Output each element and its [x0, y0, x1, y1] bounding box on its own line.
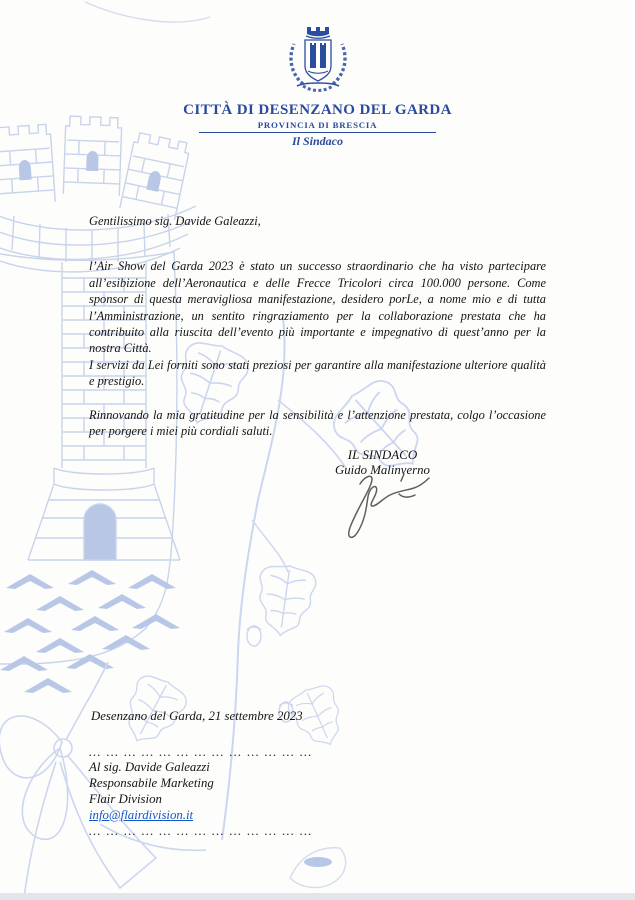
city-crest-logo: [285, 24, 351, 98]
city-name-title: CITTÀ DI DESENZANO DEL GARDA: [183, 102, 452, 118]
recipient-name: Al sig. Davide Galeazzi: [89, 760, 210, 775]
handwritten-signature: [336, 472, 436, 544]
header-divider: [199, 132, 436, 133]
recipient-role: Responsabile Marketing: [89, 776, 214, 791]
signer-role: IL SINDACO: [347, 447, 418, 462]
province-subtitle: PROVINCIA DI BRESCIA: [257, 120, 378, 130]
signer-name: Guido Malinverno: [335, 463, 430, 477]
letterhead: [148, 24, 488, 149]
closing-block: [89, 709, 409, 840]
salutation: Gentilissimo sig. Davide Galeazzi,: [89, 214, 261, 228]
office-title: Il Sindaco: [291, 134, 343, 148]
paragraph-1: l’Air Show del Garda 2023 è stato un successo straordinario che ha visto partecipare all’esibizione dell’Aeronautica e delle Frecce Tricolori circa 100.000 persone. Come sponsor di questa meravigliosa manifestazione, desidero porLe, a nome mio e di tutta l’Amministrazione, un sentito ringraziamento per la collaborazione prestata che ha contribuito alla riuscita dell’evento più importante e impegnativo di quest’anno per la nostra Città.: [89, 259, 546, 356]
paragraph-3: Rinnovando la mia gratitudine per la sensibilità e l’attenzione prestata, colgo l’occasione per porgere i miei più cordiali saluti.: [89, 407, 546, 439]
dateline: Desenzano del Garda, 21 settembre 2023: [91, 709, 303, 723]
recipient-email-link[interactable]: info@flairdivision.it: [89, 807, 194, 822]
recipient-company: Flair Division: [89, 791, 162, 806]
dotted-line-top: … … … … … … … … … … … … …: [89, 744, 313, 759]
dotted-line-bottom: … … … … … … … … … … … … …: [89, 824, 313, 839]
paragraph-2: I servizi da Lei forniti sono stati preziosi per garantire alla manifestazione ulteriore qualità e prestigio.: [89, 357, 546, 389]
scan-edge-strip: [0, 893, 635, 900]
letter-body: [89, 213, 546, 439]
